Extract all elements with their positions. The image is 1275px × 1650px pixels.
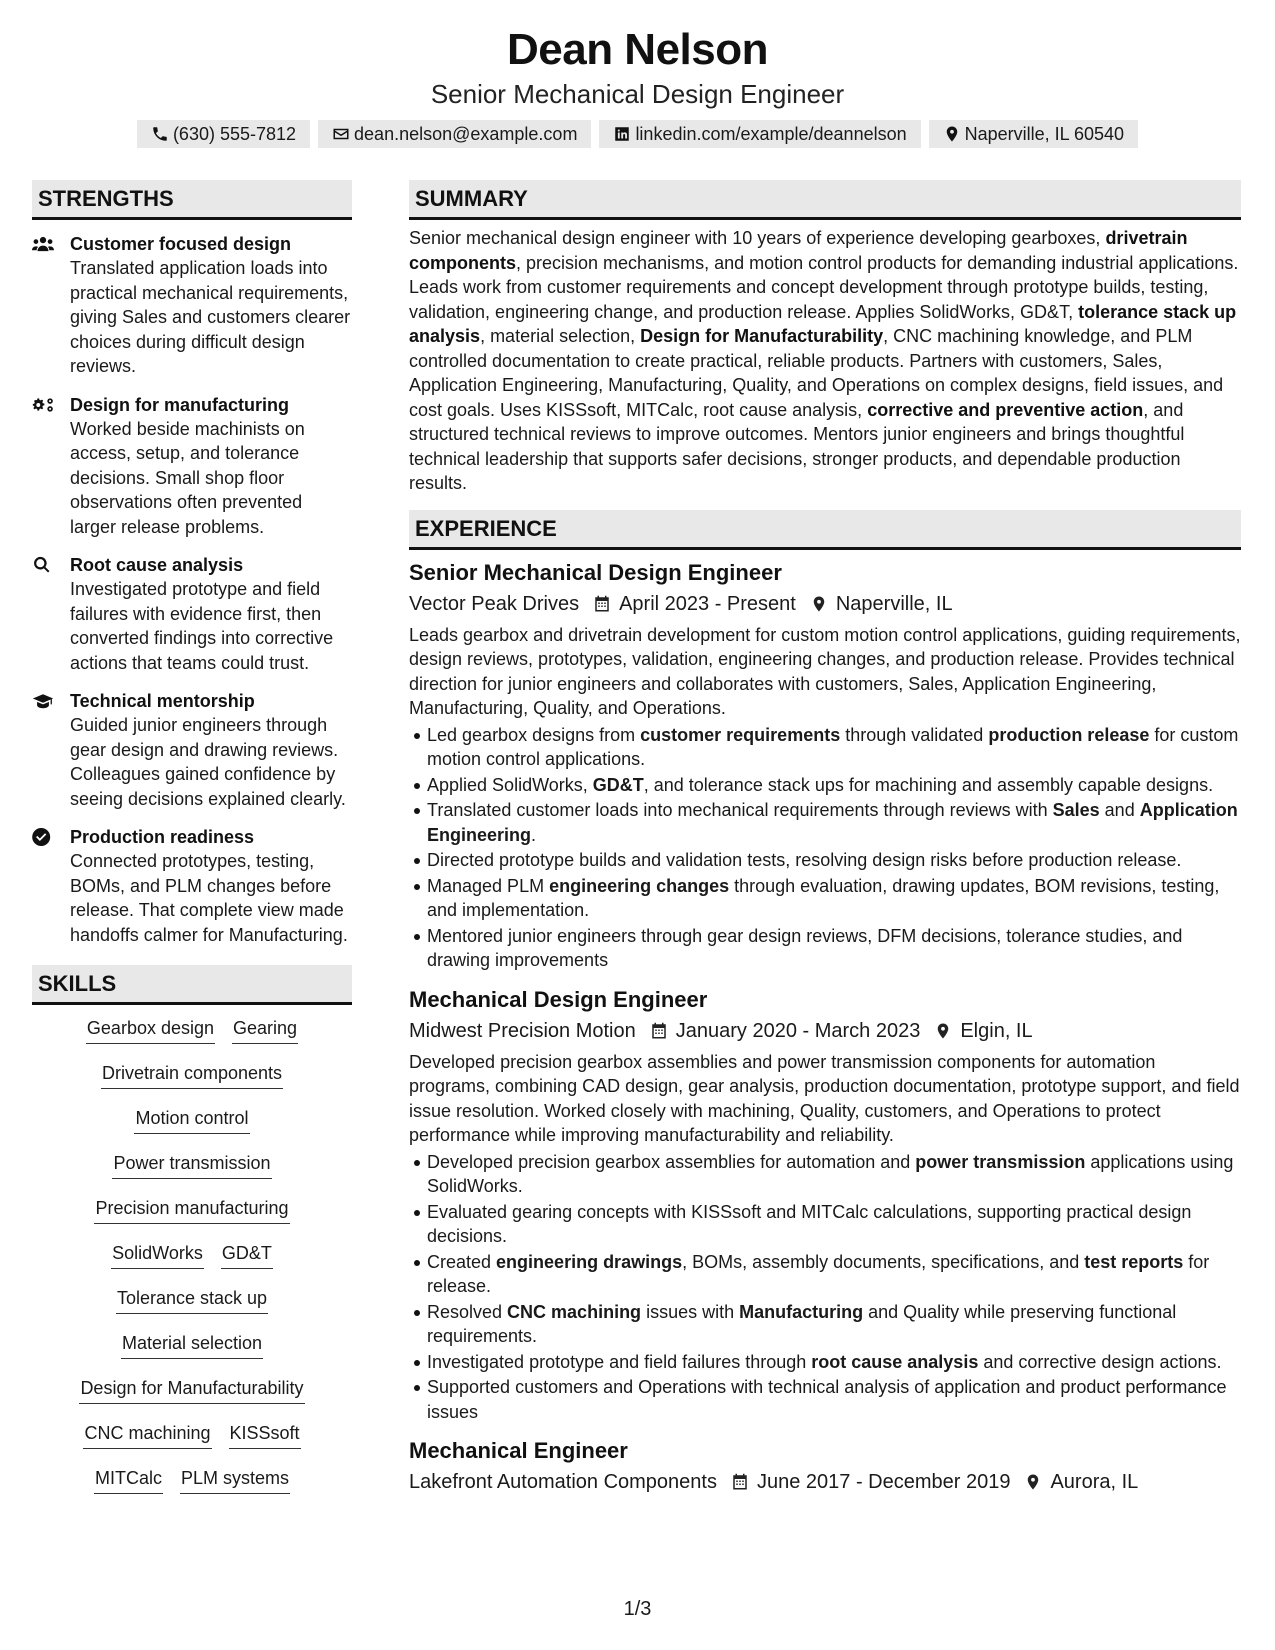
strengths-heading: STRENGTHS [32, 180, 352, 220]
text-run: Directed prototype builds and validation tests, resolving design risks before production release. [427, 850, 1182, 870]
contact-location [929, 120, 1138, 148]
job-company: Vector Peak Drives [409, 592, 580, 615]
bold-phrase: GD&T [592, 774, 644, 795]
text-run: Supported customers and Operations with technical analysis of application and product performance issues [427, 1377, 1227, 1422]
skill-tag: Motion control [134, 1105, 249, 1134]
text-run: and Quality while preserving functional requirements. [427, 1301, 1177, 1346]
skills-heading: SKILLS [32, 965, 352, 1005]
calendar-icon [650, 1022, 668, 1040]
text-run: . [531, 824, 537, 845]
skills-list [32, 1015, 352, 1510]
bold-phrase: Manufacturing [739, 1301, 864, 1322]
bullet-item [427, 874, 1241, 923]
check-circle-icon [32, 828, 54, 846]
skill-tag: CNC machining [83, 1420, 211, 1449]
skill-tag: SolidWorks [111, 1240, 204, 1269]
text-run: and corrective design actions. [978, 1351, 1222, 1372]
strength-text: Guided junior engineers through gear design and drawing reviews. Colleagues gained confidence by seeing decisions explained clearly. [70, 715, 346, 809]
bullet-item [427, 773, 1241, 798]
text-run: Created [427, 1251, 497, 1272]
job-dates: April 2023 - Present [619, 592, 796, 615]
job-description: Developed precision gearbox assemblies and power transmission components for automation programs, combining CAD design, gear analysis, production documentation, prototype support, and field issue resolution. Worked closely with machining, Quality, customers, and Operations to protect performance while improving manufacturability and reliability. [409, 1051, 1240, 1145]
contact-phone[interactable] [137, 120, 310, 148]
skill-tag: Precision manufacturing [94, 1195, 289, 1224]
bold-phrase: corrective and preventive action [867, 399, 1144, 420]
page-number: 1/3 [623, 1598, 652, 1620]
bold-phrase: CNC machining [507, 1301, 642, 1322]
skill-row [94, 1195, 289, 1240]
gears-icon [32, 396, 54, 414]
strength-item [32, 689, 352, 811]
linkedin-text: linkedin.com/example/deannelson [635, 124, 907, 144]
job-dates: June 2017 - December 2019 [756, 1471, 1011, 1493]
skill-row [121, 1330, 263, 1375]
map-pin-icon [1024, 1473, 1042, 1491]
contact-bar [0, 120, 1275, 148]
candidate-title: Senior Mechanical Design Engineer [430, 79, 845, 109]
contact-linkedin[interactable] [599, 120, 920, 148]
text-run: , BOMs, assembly documents, specifications, and [682, 1251, 1085, 1272]
text-run: through evaluation, drawing updates, BOM revisions, testing, and implementation. [427, 875, 1220, 920]
text-run: Evaluated gearing concepts with KISSsoft and MITCalc calculations, supporting practical design decisions. [427, 1201, 1192, 1246]
search-icon [32, 556, 54, 574]
bold-phrase: tolerance stack up analysis [409, 301, 1237, 346]
right-column [409, 180, 1241, 1497]
experience-list [409, 558, 1241, 1498]
strength-title: Technical mentorship [70, 691, 255, 711]
map-pin-icon [934, 1022, 952, 1040]
bold-phrase: root cause analysis [811, 1351, 979, 1372]
skill-tag: PLM systems [180, 1465, 290, 1494]
strength-title: Root cause analysis [70, 555, 244, 575]
summary-text [409, 226, 1241, 496]
skill-tag: MITCalc [94, 1465, 163, 1494]
skill-row [134, 1105, 249, 1150]
strength-text: Translated application loads into practical mechanical requirements, giving Sales and customers clearer choices during difficult design reviews. [70, 258, 351, 376]
skill-tag: Gearing [232, 1015, 298, 1044]
bold-phrase: power transmission [915, 1151, 1086, 1172]
text-run: for custom motion control applications. [427, 724, 1239, 769]
bold-phrase: customer requirements [640, 724, 841, 745]
bullet-item [427, 1200, 1241, 1249]
job-location: Elgin, IL [960, 1019, 1033, 1042]
graduation-cap-icon [32, 692, 54, 710]
strength-text: Worked beside machinists on access, setup, and tolerance decisions. Small shop floor observations often prevented larger release problems. [70, 418, 305, 537]
job-company: Midwest Precision Motion [409, 1019, 636, 1042]
bullet-item [427, 848, 1241, 873]
strengths-list [32, 232, 352, 947]
text-run: Led gearbox designs from [427, 724, 641, 745]
experience-heading: EXPERIENCE [409, 510, 1241, 550]
calendar-icon [731, 1473, 749, 1491]
contact-email[interactable] [318, 120, 591, 148]
job-location: Naperville, IL [835, 592, 953, 615]
job-meta [409, 1467, 1241, 1497]
linkedin-icon [613, 125, 631, 143]
bold-phrase: engineering changes [549, 875, 730, 896]
text-run: through validated [840, 724, 989, 745]
bullet-item [427, 1150, 1241, 1199]
strength-text: Connected prototypes, testing, BOMs, and PLM changes before release. That complete view made handoffs calmer for Manufacturing. [70, 851, 348, 945]
resume-header [0, 22, 1275, 148]
job-title: Mechanical Engineer [409, 1438, 628, 1463]
skill-tag: Power transmission [112, 1150, 271, 1179]
job-location: Aurora, IL [1050, 1471, 1139, 1493]
location-text: Naperville, IL 60540 [964, 124, 1125, 144]
bullet-item [427, 1350, 1241, 1375]
text-run: Resolved [427, 1301, 508, 1322]
candidate-name: Dean Nelson [506, 25, 768, 74]
job-entry [409, 985, 1241, 1425]
skill-row [94, 1465, 290, 1510]
summary-heading: SUMMARY [409, 180, 1241, 220]
bullet-item [427, 924, 1241, 973]
job-meta [409, 589, 1241, 619]
skill-tag: KISSsoft [229, 1420, 301, 1449]
strength-title: Design for manufacturing [70, 394, 290, 415]
map-pin-icon [943, 125, 961, 143]
job-description: Leads gearbox and drivetrain development for custom motion control applications, guiding requirements, design reviews, prototypes, validation, engineering changes, and production release. Provides technical direction for junior engineers and collaborates with customers, Sales, Application Engineering, Manufacturing, Quality, and Operations. [409, 624, 1241, 718]
job-entry [409, 1436, 1241, 1497]
users-icon [32, 235, 54, 253]
bullet-item [427, 1250, 1241, 1299]
strength-text: Investigated prototype and field failures with evidence first, then converted findings into corrective actions that teams could trust. [70, 579, 334, 673]
bold-phrase: drivetrain components [409, 228, 1188, 273]
text-run: , and structured technical reviews to improve outcomes. Mentors junior engineers and brings thoughtful technical leadership that supports safer decisions, stronger products, and dependable production results. [409, 399, 1185, 493]
skill-row [111, 1240, 273, 1285]
bullet-item [427, 1300, 1241, 1349]
left-column [32, 180, 352, 1510]
strength-item [32, 232, 352, 379]
text-run: and [1099, 800, 1140, 820]
email-text: dean.nelson@example.com [354, 124, 578, 144]
job-title: Mechanical Design Engineer [409, 986, 708, 1012]
text-run: Managed PLM [427, 875, 550, 896]
skill-tag: Drivetrain components [101, 1060, 283, 1089]
job-entry [409, 558, 1241, 973]
text-run: for release. [427, 1251, 1210, 1296]
text-run: , precision mechanisms, and motion control products for demanding industrial applications. Leads work from customer requirements and concept development through prototype builds, testing, validation, engineering change, and production release. Applies SolidWorks, GD&T, [409, 252, 1239, 322]
map-pin-icon [810, 595, 828, 613]
skill-tag: Gearbox design [86, 1015, 215, 1044]
text-run: Applied SolidWorks, [427, 774, 593, 795]
skill-row [116, 1285, 268, 1330]
bold-phrase: Application Engineering [427, 800, 1238, 845]
bold-phrase: test reports [1084, 1251, 1184, 1272]
bold-phrase: Sales [1052, 800, 1100, 820]
text-run: Translated customer loads into mechanical requirements through reviews with [427, 800, 1053, 820]
skill-row [86, 1015, 298, 1060]
text-run: Investigated prototype and field failures through [427, 1351, 812, 1372]
envelope-icon [332, 125, 350, 143]
bold-phrase: engineering drawings [496, 1251, 683, 1272]
skill-row [101, 1060, 283, 1105]
bullet-item [427, 1375, 1241, 1424]
job-dates: January 2020 - March 2023 [675, 1019, 921, 1042]
text-run: , CNC machining knowledge, and PLM controlled documentation to create practical, reliable products. Partners with customers, Sales, Application Engineering, Manufacturing, Quality, and Operations on complex designs, field issues, and cost goals. Uses KISSsoft, MITCalc, root cause analysis, [409, 326, 1224, 420]
calendar-icon [593, 595, 611, 613]
bold-phrase: production release [988, 724, 1150, 745]
job-title: Senior Mechanical Design Engineer [409, 559, 782, 585]
text-run: , and tolerance stack ups for machining and assembly capable designs. [643, 774, 1214, 795]
text-run: Senior mechanical design engineer with 10 years of experience developing gearboxes, [409, 228, 1106, 248]
text-run: , material selection, [480, 326, 641, 346]
strength-item [32, 553, 352, 675]
skill-row [112, 1150, 271, 1195]
job-company: Lakefront Automation Components [409, 1471, 717, 1493]
skill-row [79, 1375, 304, 1420]
text-run: Mentored junior engineers through gear design reviews, DFM decisions, tolerance studies, and drawing improvements [427, 925, 1183, 970]
job-bullets [409, 723, 1241, 973]
bold-phrase: Design for Manufacturability [640, 326, 884, 346]
bullet-item [427, 723, 1241, 772]
strength-title: Customer focused design [70, 234, 292, 254]
text-run: applications using SolidWorks. [427, 1151, 1234, 1196]
strength-item [32, 393, 352, 540]
skill-tag: GD&T [221, 1240, 273, 1269]
skill-tag: Design for Manufacturability [79, 1375, 304, 1404]
job-bullets [409, 1150, 1241, 1425]
phone-icon [151, 125, 169, 143]
text-run: Developed precision gearbox assemblies for automation and [427, 1151, 916, 1172]
job-meta [409, 1016, 1241, 1046]
skill-tag: Material selection [121, 1330, 263, 1359]
strength-item [32, 825, 352, 947]
skill-tag: Tolerance stack up [116, 1285, 268, 1314]
skill-row [83, 1420, 300, 1465]
phone-text: (630) 555-7812 [172, 124, 297, 144]
text-run: issues with [641, 1301, 740, 1322]
bullet-item [427, 798, 1241, 847]
strength-title: Production readiness [70, 827, 255, 847]
